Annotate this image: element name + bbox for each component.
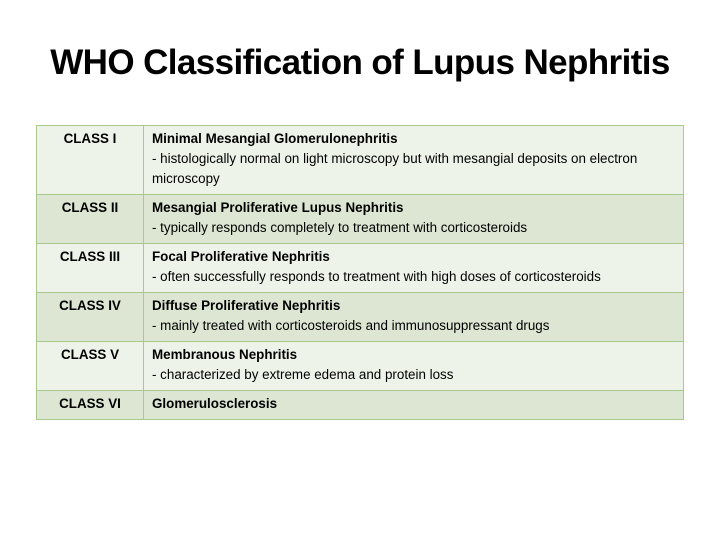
class-description-cell xyxy=(144,293,684,342)
class-title: Minimal Mesangial Glomerulonephritis xyxy=(152,131,398,146)
class-title: Membranous Nephritis xyxy=(152,347,298,362)
class-label-cell xyxy=(37,195,144,244)
class-label: CLASS V xyxy=(60,347,120,362)
class-title: Glomerulosclerosis xyxy=(152,396,278,411)
class-description: - often successfully responds to treatment with high doses of corticosteroids xyxy=(152,269,601,284)
class-label-cell xyxy=(37,244,144,293)
class-label: CLASS II xyxy=(61,200,119,215)
class-title: Mesangial Proliferative Lupus Nephritis xyxy=(152,200,404,215)
class-title: Focal Proliferative Nephritis xyxy=(152,249,330,264)
class-label: CLASS VI xyxy=(59,396,121,411)
class-title: Diffuse Proliferative Nephritis xyxy=(152,298,341,313)
class-description-cell xyxy=(144,391,684,420)
class-label: CLASS I xyxy=(63,131,117,146)
table-row-class-4 xyxy=(37,293,684,342)
class-label-cell xyxy=(37,293,144,342)
class-description: - typically responds completely to treatment with corticosteroids xyxy=(152,220,528,235)
table-row-class-5 xyxy=(37,342,684,391)
class-description-cell xyxy=(144,126,684,195)
class-description: - histologically normal on light microscopy but with mesangial deposits on electron microscopy xyxy=(152,151,638,186)
class-label-cell xyxy=(37,342,144,391)
class-label-cell xyxy=(37,126,144,195)
table-row-class-1 xyxy=(37,126,684,195)
table-row-class-2 xyxy=(37,195,684,244)
table-row-class-3 xyxy=(37,244,684,293)
table-row-class-6 xyxy=(37,391,684,420)
class-description-cell xyxy=(144,342,684,391)
classification-table xyxy=(36,125,684,420)
class-label-cell xyxy=(37,391,144,420)
class-description-cell xyxy=(144,195,684,244)
class-description-cell xyxy=(144,244,684,293)
class-description: - characterized by extreme edema and protein loss xyxy=(152,367,454,382)
class-description: - mainly treated with corticosteroids and immunosuppressant drugs xyxy=(152,318,550,333)
class-label: CLASS III xyxy=(59,249,121,264)
class-label: CLASS IV xyxy=(59,298,121,313)
slide-title: WHO Classification of Lupus Nephritis xyxy=(50,43,670,82)
